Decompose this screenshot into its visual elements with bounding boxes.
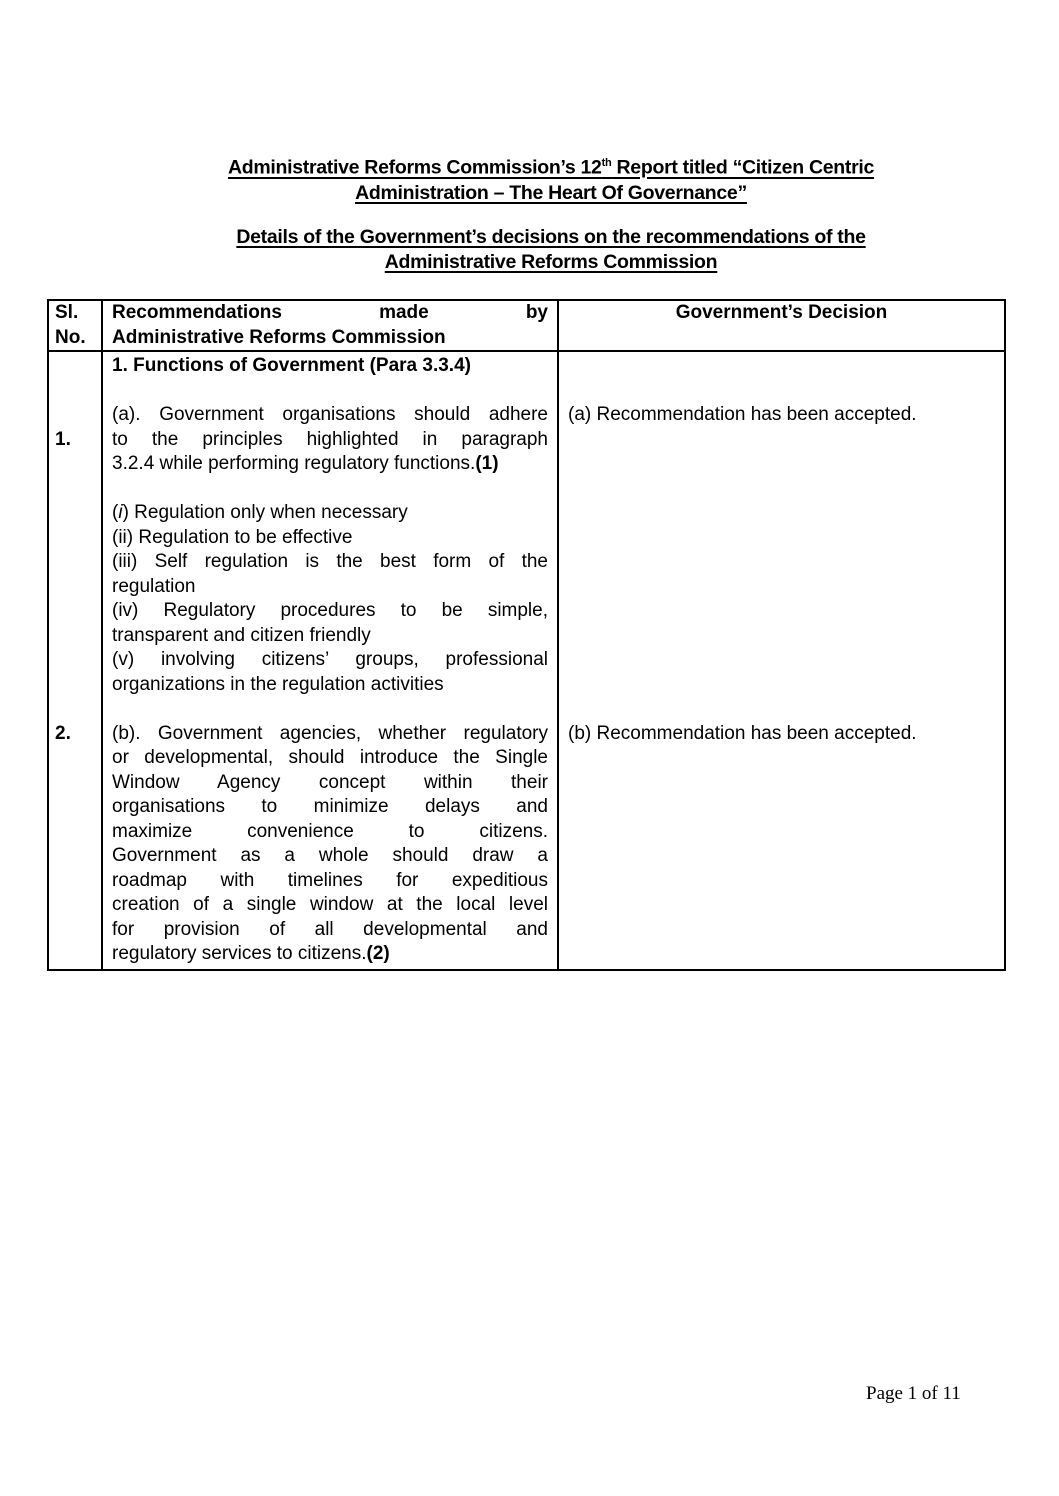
decision-text [568, 893, 995, 918]
recommendation-line [112, 722, 548, 747]
text: Window Agency concept within their [112, 771, 548, 793]
sl-number [55, 918, 101, 943]
decision-text: (b) Recommendation has been accepted. [568, 722, 917, 744]
decision-text [568, 697, 995, 722]
sl-number [55, 477, 101, 502]
sl-number [55, 893, 101, 918]
decision-text [568, 844, 995, 869]
decision-text [568, 501, 995, 526]
decision-text [568, 820, 995, 845]
reference-number: (2) [366, 943, 390, 964]
text: ( [112, 502, 119, 523]
sl-number [55, 771, 101, 796]
text: (iv) Regulatory procedures to be simple, [112, 600, 548, 621]
decision-cell [558, 351, 1005, 970]
recommendation-line [112, 918, 548, 943]
page-number: Page 1 of 11 [866, 1383, 961, 1404]
decision-text [568, 428, 995, 453]
sl-number [55, 820, 101, 845]
text: (a). Government organisations should adhere [112, 404, 548, 425]
text: organisations to minimize delays and [112, 796, 548, 817]
sl-number: 1. [55, 428, 71, 450]
text: 3.2.4 while performing regulatory functions. [112, 453, 476, 474]
recommendation-line [112, 575, 548, 600]
recommendation-line [112, 746, 548, 771]
sl-number [55, 550, 101, 575]
recommendation-line [112, 893, 548, 918]
text: to the principles highlighted in paragraph [112, 428, 548, 450]
recommendation-line [112, 624, 548, 649]
recommendation-line [112, 795, 548, 820]
decision-text [568, 477, 995, 502]
recommendation-line [112, 403, 548, 428]
decision-text [568, 624, 995, 649]
decision-text [568, 771, 995, 796]
recommendations-table [47, 299, 1006, 971]
sl-number [55, 673, 101, 698]
sl-number [55, 452, 101, 477]
document-subtitle: Details of the Government’s decisions on the recommendations of the Administrative Reforms Commission [236, 226, 866, 273]
reference-number: (1) [475, 453, 499, 474]
decision-text: (a) Recommendation has been accepted. [568, 404, 917, 425]
sl-number [55, 697, 101, 722]
recommendation-line [112, 599, 548, 624]
recommendation-cell [102, 351, 558, 970]
text: regulatory services to citizens. [112, 943, 367, 964]
decision-text [568, 869, 995, 894]
recommendation-line [112, 526, 548, 551]
recommendation-line [112, 501, 548, 526]
text: Government as a whole should draw a [112, 845, 548, 866]
text: (v) involving citizens’ groups, professional [112, 649, 548, 670]
recommendation-line [112, 673, 548, 698]
decision-text [568, 452, 995, 477]
decision-text [568, 599, 995, 624]
header-sl-no: Sl. No. [48, 300, 102, 351]
decision-text [568, 526, 995, 551]
sl-number [55, 575, 101, 600]
text: maximize convenience to citizens. [112, 820, 548, 842]
sl-number: 2. [55, 722, 71, 744]
italic-text: i [118, 502, 123, 523]
text: (b). Government agencies, whether regulatory [112, 722, 548, 744]
text: for provision of all developmental and [112, 918, 548, 940]
header-decision: Government’s Decision [558, 300, 1005, 351]
sl-number [55, 795, 101, 820]
recommendation-line [112, 354, 548, 379]
recommendation-line [112, 428, 548, 453]
sl-number [55, 599, 101, 624]
recommendation-line [112, 379, 548, 404]
text: (iii) Self regulation is the best form of the [112, 551, 548, 572]
table-header-row [48, 300, 1005, 351]
text: transparent and citizen friendly [112, 624, 371, 646]
text: creation of a single window at the local level [112, 894, 548, 915]
decision-text [568, 379, 995, 404]
decision-text [568, 550, 995, 575]
text: ) Regulation only when necessary [122, 502, 408, 523]
sl-number [55, 648, 101, 673]
recommendation-line [112, 697, 548, 722]
header-recommendations: Recommendations made by Administrative Reforms Commission [102, 300, 558, 351]
recommendation-line [112, 820, 548, 845]
text: 1. Functions of Government (Para 3.3.4) [112, 355, 471, 376]
sl-number [55, 354, 101, 379]
sl-number [55, 844, 101, 869]
recommendation-line [112, 771, 548, 796]
decision-text [568, 673, 995, 698]
text: (ii) Regulation to be effective [112, 526, 353, 548]
sl-number [55, 942, 101, 967]
recommendation-line [112, 942, 548, 967]
sl-number [55, 526, 101, 551]
table-row [48, 351, 1005, 970]
text: organizations in the regulation activities [112, 673, 444, 695]
recommendation-line [112, 477, 548, 502]
recommendation-line [112, 869, 548, 894]
sl-number [55, 379, 101, 404]
recommendation-line [112, 844, 548, 869]
text: regulation [112, 575, 196, 597]
sl-no-cell [48, 351, 102, 970]
decision-text [568, 918, 995, 943]
decision-text [568, 648, 995, 673]
sl-number [55, 869, 101, 894]
text: or developmental, should introduce the Single [112, 747, 548, 768]
decision-text [568, 575, 995, 600]
decision-text [568, 746, 995, 771]
decision-text [568, 354, 995, 379]
document-title: Administrative Reforms Commission’s 12th Report titled “Citizen Centric Administration – The Heart Of Governance” [227, 156, 875, 204]
decision-text [568, 942, 995, 967]
decision-text [568, 795, 995, 820]
recommendation-line [112, 550, 548, 575]
text: roadmap with timelines for expeditious [112, 869, 548, 891]
sl-number [55, 624, 101, 649]
recommendation-line [112, 452, 548, 477]
sl-number [55, 746, 101, 771]
recommendation-line [112, 648, 548, 673]
sl-number [55, 403, 101, 428]
sl-number [55, 501, 101, 526]
